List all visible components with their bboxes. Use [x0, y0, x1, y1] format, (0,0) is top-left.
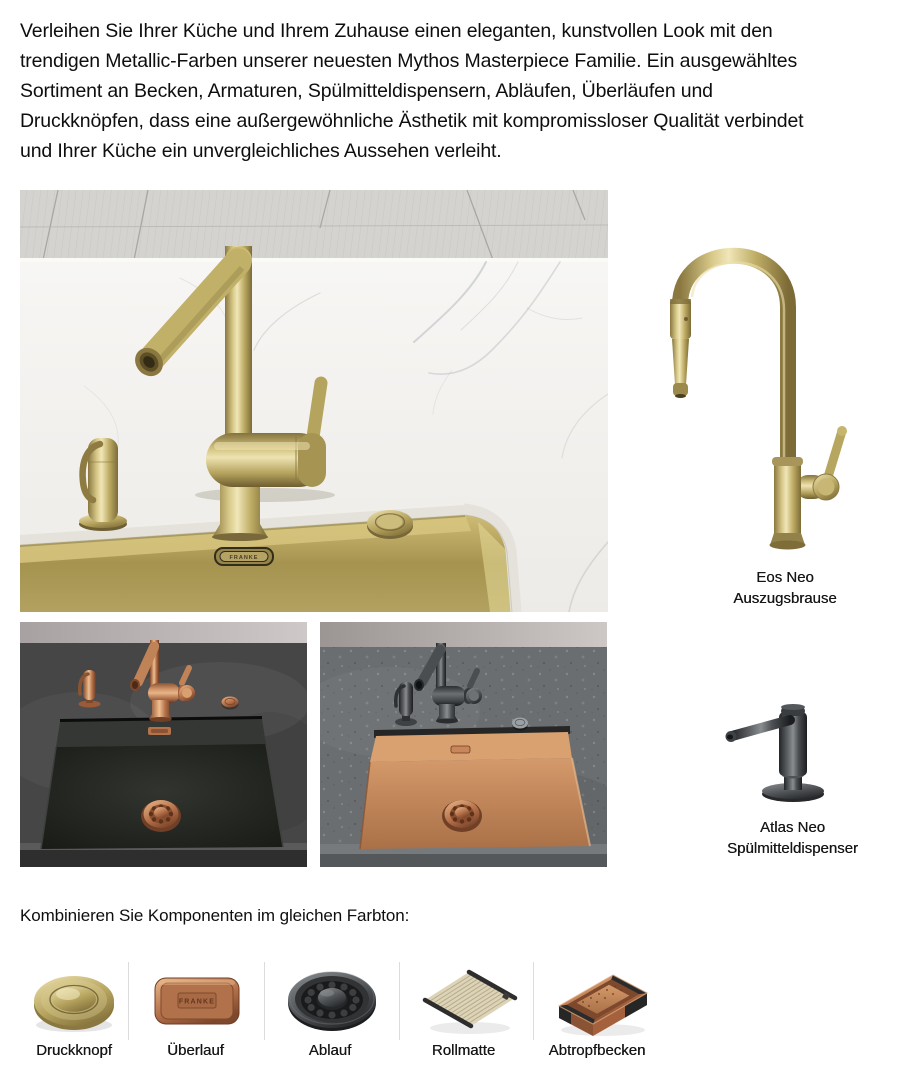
product-name: Eos Neo — [756, 569, 814, 586]
copper-push-button — [222, 697, 239, 710]
component-labels — [20, 1042, 664, 1059]
component-abtropfbecken — [534, 962, 668, 1040]
eos-neo-caption — [640, 568, 914, 609]
atlas-neo-caption — [640, 818, 914, 859]
copper-sink-gunmetal-faucet-image — [320, 622, 607, 867]
intro-line: Druckknöpfen, dass eine außergewöhnliche Ästhetik mit kompromissloser Qualität verbindet — [20, 110, 804, 132]
eos-neo-product-image — [660, 215, 880, 560]
overflow-plate-copper — [451, 746, 470, 753]
overflow-plate — [215, 548, 273, 565]
intro-line: Verleihen Sie Ihrer Küche und Ihrem Zuhause einen eleganten, kunstvollen Look mit den — [20, 20, 773, 42]
gold-push-button — [367, 510, 413, 539]
wood-floor — [20, 190, 608, 260]
component-label: Überlauf — [167, 1042, 224, 1059]
overflow-cover-copper-icon — [145, 963, 249, 1039]
product-type: Spülmitteldispenser — [727, 839, 858, 857]
component-ablauf — [265, 962, 400, 1040]
product-type: Auszugsbrause — [733, 589, 837, 607]
black-sink-copper-faucet-image — [20, 622, 307, 867]
component-label: Druckknopf — [36, 1042, 112, 1059]
copper-drain — [442, 800, 482, 832]
drainer-tray-copper-icon — [549, 962, 653, 1040]
component-row — [20, 962, 668, 1040]
push-button-gold-icon — [22, 963, 126, 1039]
intro-line: Sortiment an Becken, Armaturen, Spülmitteldispensern, Abläufen, Überläufen und — [20, 80, 713, 102]
combine-heading: Kombinieren Sie Komponenten im gleichen Farbton: — [20, 906, 410, 925]
hero-image-gold-sink — [20, 190, 608, 612]
atlas-neo-product-image — [700, 688, 885, 818]
intro-line: trendigen Metallic-Farben unserer neuesten Mythos Masterpiece Familie. Ein ausgewähltes — [20, 50, 798, 72]
intro-paragraph — [20, 16, 912, 166]
overflow-brand-text: FRANKE — [178, 998, 215, 1006]
component-rollmatte — [400, 962, 534, 1040]
component-ueberlauf — [129, 962, 265, 1040]
component-label: Abtropfbecken — [548, 1042, 646, 1059]
eos-neo-faucet — [670, 256, 847, 550]
product-name: Atlas Neo — [759, 819, 826, 836]
hero-overflow-brand-text: FRANKE — [229, 555, 259, 562]
wall — [20, 622, 307, 643]
wall — [320, 622, 607, 647]
copper-sink — [360, 726, 590, 849]
black-sink — [41, 718, 283, 849]
copper-drain — [141, 800, 181, 832]
intro-line: und Ihrer Küche ein unvergleichliches Aussehen verleiht. — [20, 140, 502, 162]
component-druckknopf — [20, 962, 129, 1040]
steel-push-button — [512, 718, 528, 731]
roll-mat-icon — [415, 962, 519, 1040]
component-label: Rollmatte — [431, 1042, 496, 1059]
atlas-neo-dispenser — [726, 704, 825, 802]
drain-strainer-black-icon — [280, 962, 384, 1040]
component-label: Ablauf — [308, 1042, 352, 1059]
